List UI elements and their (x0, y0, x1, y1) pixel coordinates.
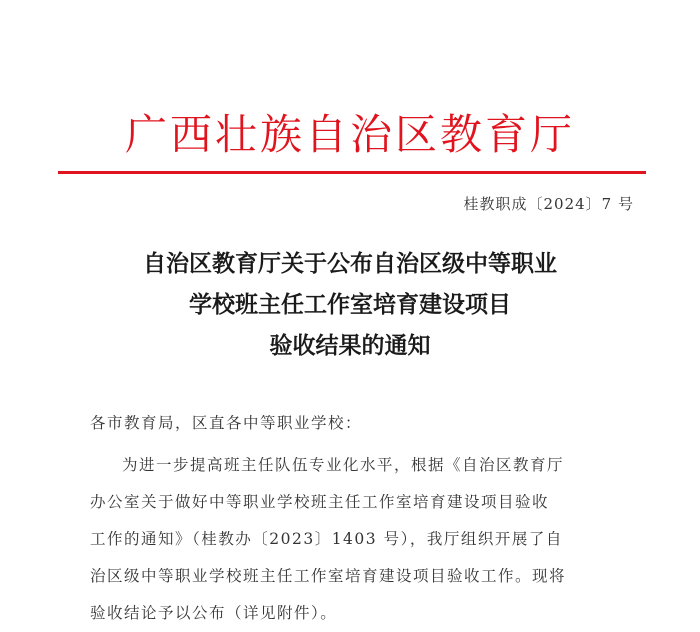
paragraph-line: 工作的通知》（桂教办〔2023〕1403 号），我厅组织开展了自 (90, 530, 563, 548)
paragraph-line: 办公室关于做好中等职业学校班主任工作室培育建设项目验收 (90, 493, 550, 511)
body-paragraph (90, 447, 620, 632)
paragraph-line: 为进一步提高班主任队伍专业化水平，根据《自治区教育厅 (122, 456, 565, 474)
issuer-title: 广西壮族自治区教育厅 (124, 110, 575, 159)
title-line: 自治区教育厅关于公布自治区级中等职业 (143, 250, 557, 277)
red-header-rule (58, 171, 646, 174)
title-line: 学校班主任工作室培育建设项目 (189, 291, 511, 318)
addressee: 各市教育局，区直各中等职业学校： (90, 414, 363, 432)
document-number: 桂教职成〔2024〕7 号 (463, 195, 634, 213)
paragraph-line: 治区级中等职业学校班主任工作室培育建设项目验收工作。现将 (90, 567, 567, 585)
paragraph-line: 验收结论予以公布（详见附件）。 (90, 604, 338, 622)
title-line: 验收结果的通知 (269, 332, 431, 359)
document-title (0, 243, 700, 366)
